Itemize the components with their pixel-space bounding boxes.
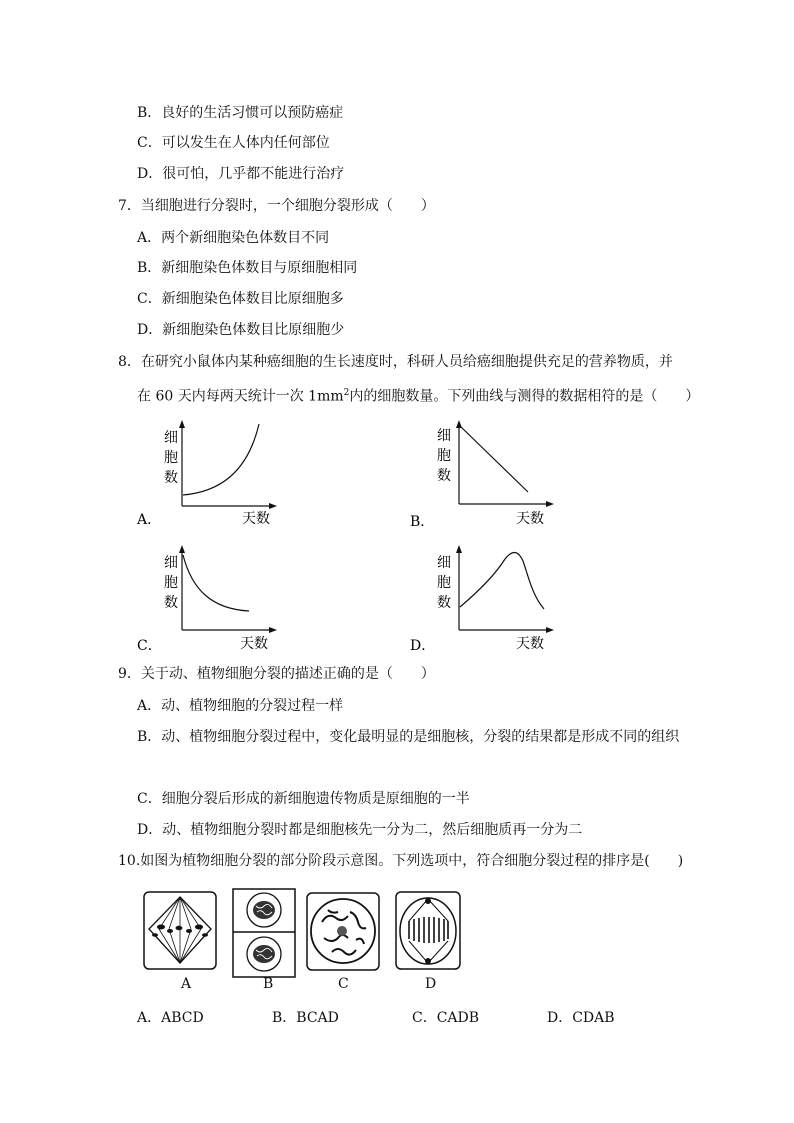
- graph-d-curve: [460, 552, 544, 609]
- q7-option-d: D．新细胞染色体数目比原细胞少: [137, 322, 345, 338]
- q10-figure-b: [232, 888, 296, 978]
- q10-figure-c: [306, 892, 380, 971]
- graph-b-ylabel-3: 数: [437, 468, 451, 484]
- q10-figure-d: [395, 891, 461, 970]
- q7-stem: 7．当细胞进行分裂时，一个细胞分裂形成（ ）: [118, 198, 435, 214]
- graph-c-curve: [183, 555, 249, 611]
- graph-c-ylabel-3: 数: [164, 595, 178, 611]
- graph-b-ylabel-2: 胞: [437, 448, 451, 464]
- graph-c-option: C．: [137, 638, 162, 654]
- q8-graph-d: [410, 545, 570, 655]
- graph-a-curve: [183, 424, 259, 495]
- graph-c-y-arrow: [179, 545, 185, 553]
- graph-a-y-arrow: [179, 420, 185, 428]
- graph-a-x-arrow: [269, 503, 277, 509]
- graph-b-curve: [460, 426, 528, 492]
- graph-c-ylabel-2: 胞: [164, 575, 178, 591]
- q10-option-c: C．CADB: [412, 1010, 480, 1026]
- graph-c-x-arrow: [269, 627, 277, 633]
- q6-option-c: C．可以发生在人体内任何部位: [137, 135, 330, 151]
- graph-b-ylabel-1: 细: [437, 428, 451, 444]
- q9-option-c: C．细胞分裂后形成的新细胞遗传物质是原细胞的一半: [137, 791, 470, 807]
- graph-d-ylabel-3: 数: [437, 595, 451, 611]
- q10-figure-a: [143, 891, 217, 970]
- graph-a-xlabel: 天数: [242, 511, 270, 527]
- q10-stem: 10.如图为植物细胞分裂的部分阶段示意图。下列选项中，符合细胞分裂过程的排序是( ): [118, 853, 684, 869]
- q8-graph-c: [137, 545, 287, 655]
- q8-stem-line2-pre: 在 60 天内每两天统计一次 1mm: [137, 388, 344, 405]
- q8-stem-line2-post: 内的细胞数量。下列曲线与测得的数据相符的是（ ）: [349, 388, 700, 405]
- q8-graph-b: [410, 420, 570, 530]
- q10-option-a: A．ABCD: [137, 1010, 204, 1026]
- q10-option-d: D．CDAB: [547, 1010, 615, 1026]
- q10-option-b: B．BCAD: [272, 1010, 339, 1026]
- graph-d-y-arrow: [456, 545, 462, 553]
- graph-c-xlabel: 天数: [240, 636, 268, 652]
- q9-stem: 9．关于动、植物细胞分裂的描述正确的是（ ）: [118, 666, 435, 682]
- graph-d-ylabel-1: 细: [437, 555, 451, 571]
- q10-label-a: A: [181, 976, 192, 992]
- graph-b-xlabel: 天数: [516, 511, 544, 527]
- graph-b-option: B．: [410, 514, 435, 530]
- graph-b-x-arrow: [546, 501, 554, 507]
- graph-a-ylabel-1: 细: [164, 430, 178, 446]
- q9-option-b: B．动、植物细胞分裂过程中，变化最明显的是细胞核，分裂的结果都是形成不同的组织: [137, 729, 680, 745]
- graph-a-option: A．: [137, 512, 162, 528]
- q8-stem-line1: 8．在研究小鼠体内某种癌细胞的生长速度时，科研人员给癌细胞提供充足的营养物质，并: [118, 354, 673, 370]
- q8-superscript: 2: [343, 388, 350, 398]
- q7-option-a: A．两个新细胞染色体数目不同: [137, 230, 330, 246]
- q9-option-d: D．动、植物细胞分裂时都是细胞核先一分为二，然后细胞质再一分为二: [137, 822, 583, 838]
- graph-a-ylabel-2: 胞: [164, 450, 178, 466]
- q7-option-b: B．新细胞染色体数目与原细胞相同: [137, 260, 358, 276]
- graph-d-ylabel-2: 胞: [437, 575, 451, 591]
- q6-option-b: B．良好的生活习惯可以预防癌症: [137, 105, 344, 121]
- graph-a-ylabel-3: 数: [164, 470, 178, 486]
- graph-d-x-arrow: [546, 627, 554, 633]
- q9-option-a: A．动、植物细胞的分裂过程一样: [137, 698, 344, 714]
- q7-option-c: C．新细胞染色体数目比原细胞多: [137, 291, 344, 307]
- graph-d-xlabel: 天数: [516, 636, 544, 652]
- q10-label-c: C: [338, 976, 349, 992]
- q10-label-b: B: [263, 976, 274, 992]
- q8-graph-a: [137, 420, 287, 530]
- graph-c-ylabel-1: 细: [164, 555, 178, 571]
- q6-option-d: D．很可怕，几乎都不能进行治疗: [137, 166, 345, 182]
- q10-label-d: D: [425, 976, 437, 992]
- graph-d-option: D．: [410, 638, 436, 654]
- q8-stem-line2: [137, 384, 699, 406]
